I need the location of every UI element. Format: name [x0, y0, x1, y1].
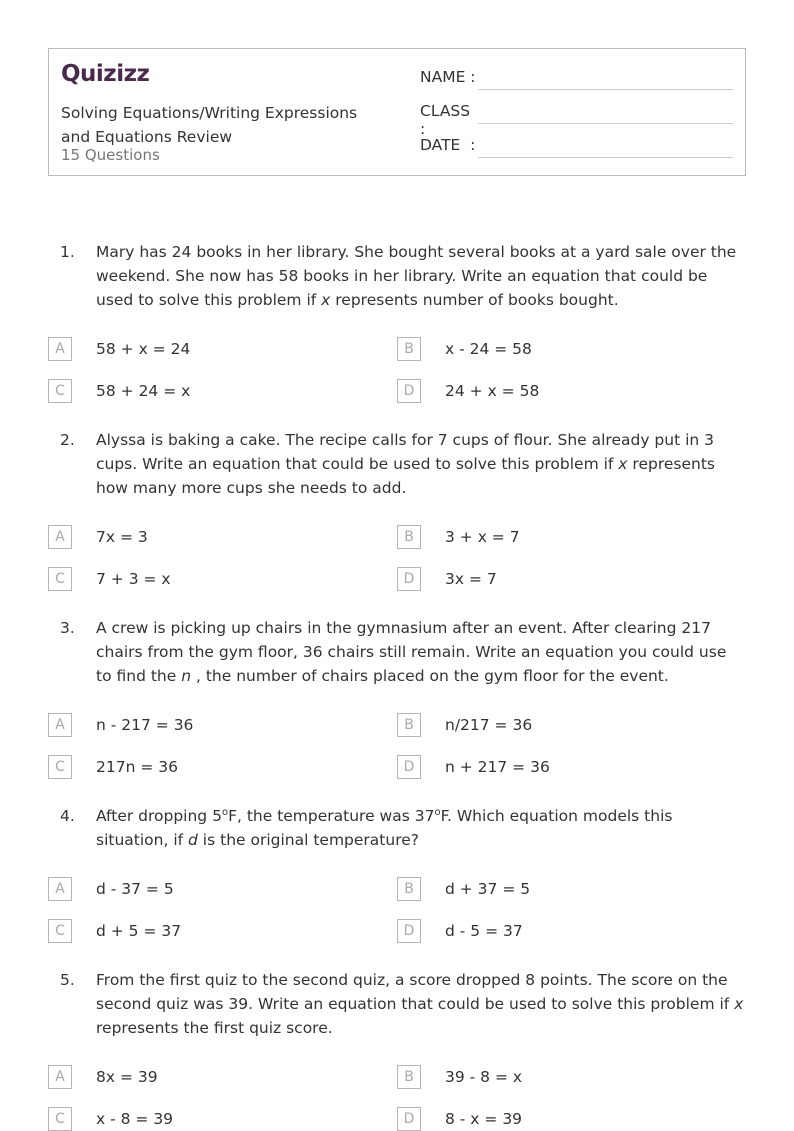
- question-number: 4.: [60, 807, 75, 825]
- question-text-part: After dropping 5: [96, 807, 222, 825]
- question-variable: x: [321, 291, 331, 309]
- option-text: n/217 = 36: [445, 716, 533, 734]
- option-letter-box: A: [48, 525, 72, 549]
- option-text: 3 + x = 7: [445, 528, 520, 546]
- option-text: 24 + x = 58: [445, 382, 540, 400]
- question-text-part: A crew is picking up chairs in the gymnasium after an event. After clearing 217 chairs from the gym floor, 36 chairs still remain. Write an equation you could use to find the: [96, 619, 727, 685]
- question-variable: x: [734, 995, 744, 1013]
- question-count: 15 Questions: [61, 146, 160, 164]
- question-text-part: , the number of chairs placed on the gym floor for the event.: [191, 667, 669, 685]
- date-field-label: [420, 136, 478, 154]
- worksheet-title: Solving Equations/Writing Expressions and Equations Review: [61, 104, 358, 146]
- brand-wordmark: Quizizz: [61, 61, 150, 87]
- option-letter-box: B: [397, 525, 421, 549]
- option-letter-box: C: [48, 1107, 72, 1131]
- option-text: 7 + 3 = x: [96, 570, 171, 588]
- field-label-class: CLASS :: [420, 102, 471, 138]
- option-text: d + 5 = 37: [96, 922, 182, 940]
- question-text-part: is the original temperature?: [197, 831, 419, 849]
- option-text: d - 37 = 5: [96, 880, 174, 898]
- name-field-line[interactable]: [478, 89, 733, 90]
- option-letter-box: B: [397, 1065, 421, 1089]
- option-letter-box: D: [397, 1107, 421, 1131]
- option-text: d + 37 = 5: [445, 880, 531, 898]
- field-label-name: NAME :: [420, 68, 476, 86]
- quizizz-logo: [61, 59, 153, 87]
- option-letter-box: D: [397, 755, 421, 779]
- question-text-part: Alyssa is baking a cake. The recipe calls for 7 cups of flour. She already put in 3 cups. Write an equation that could be used to solve this problem if: [96, 431, 715, 473]
- question-text: [96, 616, 746, 688]
- option-text: 3x = 7: [445, 570, 497, 588]
- option-letter-box: C: [48, 567, 72, 591]
- option-letter-box: B: [397, 877, 421, 901]
- option-letter-box: B: [397, 337, 421, 361]
- question-text-part: Mary has 24 books in her library. She bought several books at a yard sale over the weekend. She now has 58 books in her library. Write an equation that could be used to solve this problem if: [96, 243, 737, 309]
- question-number: 3.: [60, 619, 75, 637]
- question-text-part: F. Which equation models this situation, if: [96, 807, 673, 849]
- question-text: [96, 968, 746, 1040]
- degree-superscript: o: [434, 806, 441, 818]
- option-text: n - 217 = 36: [96, 716, 194, 734]
- question-text-part: F, the temperature was 37: [228, 807, 435, 825]
- option-letter-box: B: [397, 713, 421, 737]
- question-number: 1.: [60, 243, 75, 261]
- question-text-part: represents how many more cups she needs to add.: [96, 455, 715, 497]
- option-letter-box: D: [397, 567, 421, 591]
- question-text: [96, 428, 746, 500]
- question-text-part: represents the first quiz score.: [96, 1019, 333, 1037]
- question-number: 2.: [60, 431, 75, 449]
- degree-superscript: o: [221, 806, 229, 818]
- question-variable: d: [188, 831, 198, 849]
- option-letter-box: C: [48, 379, 72, 403]
- option-text: n + 217 = 36: [445, 758, 550, 776]
- option-text: x - 24 = 58: [445, 340, 532, 358]
- question-number: 5.: [60, 971, 75, 989]
- option-letter-box: A: [48, 877, 72, 901]
- question-variable: x: [618, 455, 628, 473]
- option-text: 217n = 36: [96, 758, 178, 776]
- option-text: 7x = 3: [96, 528, 148, 546]
- option-letter-box: C: [48, 919, 72, 943]
- option-letter-box: D: [397, 919, 421, 943]
- option-letter-box: A: [48, 337, 72, 361]
- question-text-part: From the first quiz to the second quiz, a score dropped 8 points. The score on the second quiz was 39. Write an equation that could be used to solve this problem if: [96, 971, 735, 1013]
- option-text: 58 + x = 24: [96, 340, 191, 358]
- worksheet-header: [48, 48, 746, 176]
- option-text: d - 5 = 37: [445, 922, 523, 940]
- field-label-date: DATE :: [420, 136, 476, 154]
- date-field-line[interactable]: [478, 157, 733, 158]
- option-text: x - 8 = 39: [96, 1110, 174, 1128]
- question-text-part: represents number of books bought.: [330, 291, 619, 309]
- class-field-line[interactable]: [478, 123, 733, 124]
- option-text: 58 + 24 = x: [96, 382, 191, 400]
- option-letter-box: D: [397, 379, 421, 403]
- option-letter-box: A: [48, 1065, 72, 1089]
- question-variable: n: [181, 667, 192, 685]
- option-text: 8x = 39: [96, 1068, 158, 1086]
- option-letter-box: C: [48, 755, 72, 779]
- question-text: [96, 240, 746, 312]
- question-text: [96, 804, 746, 852]
- name-field-label: [420, 68, 478, 86]
- option-letter-box: A: [48, 713, 72, 737]
- option-text: 8 - x = 39: [445, 1110, 523, 1128]
- option-text: 39 - 8 = x: [445, 1068, 523, 1086]
- class-field-label: [420, 102, 478, 138]
